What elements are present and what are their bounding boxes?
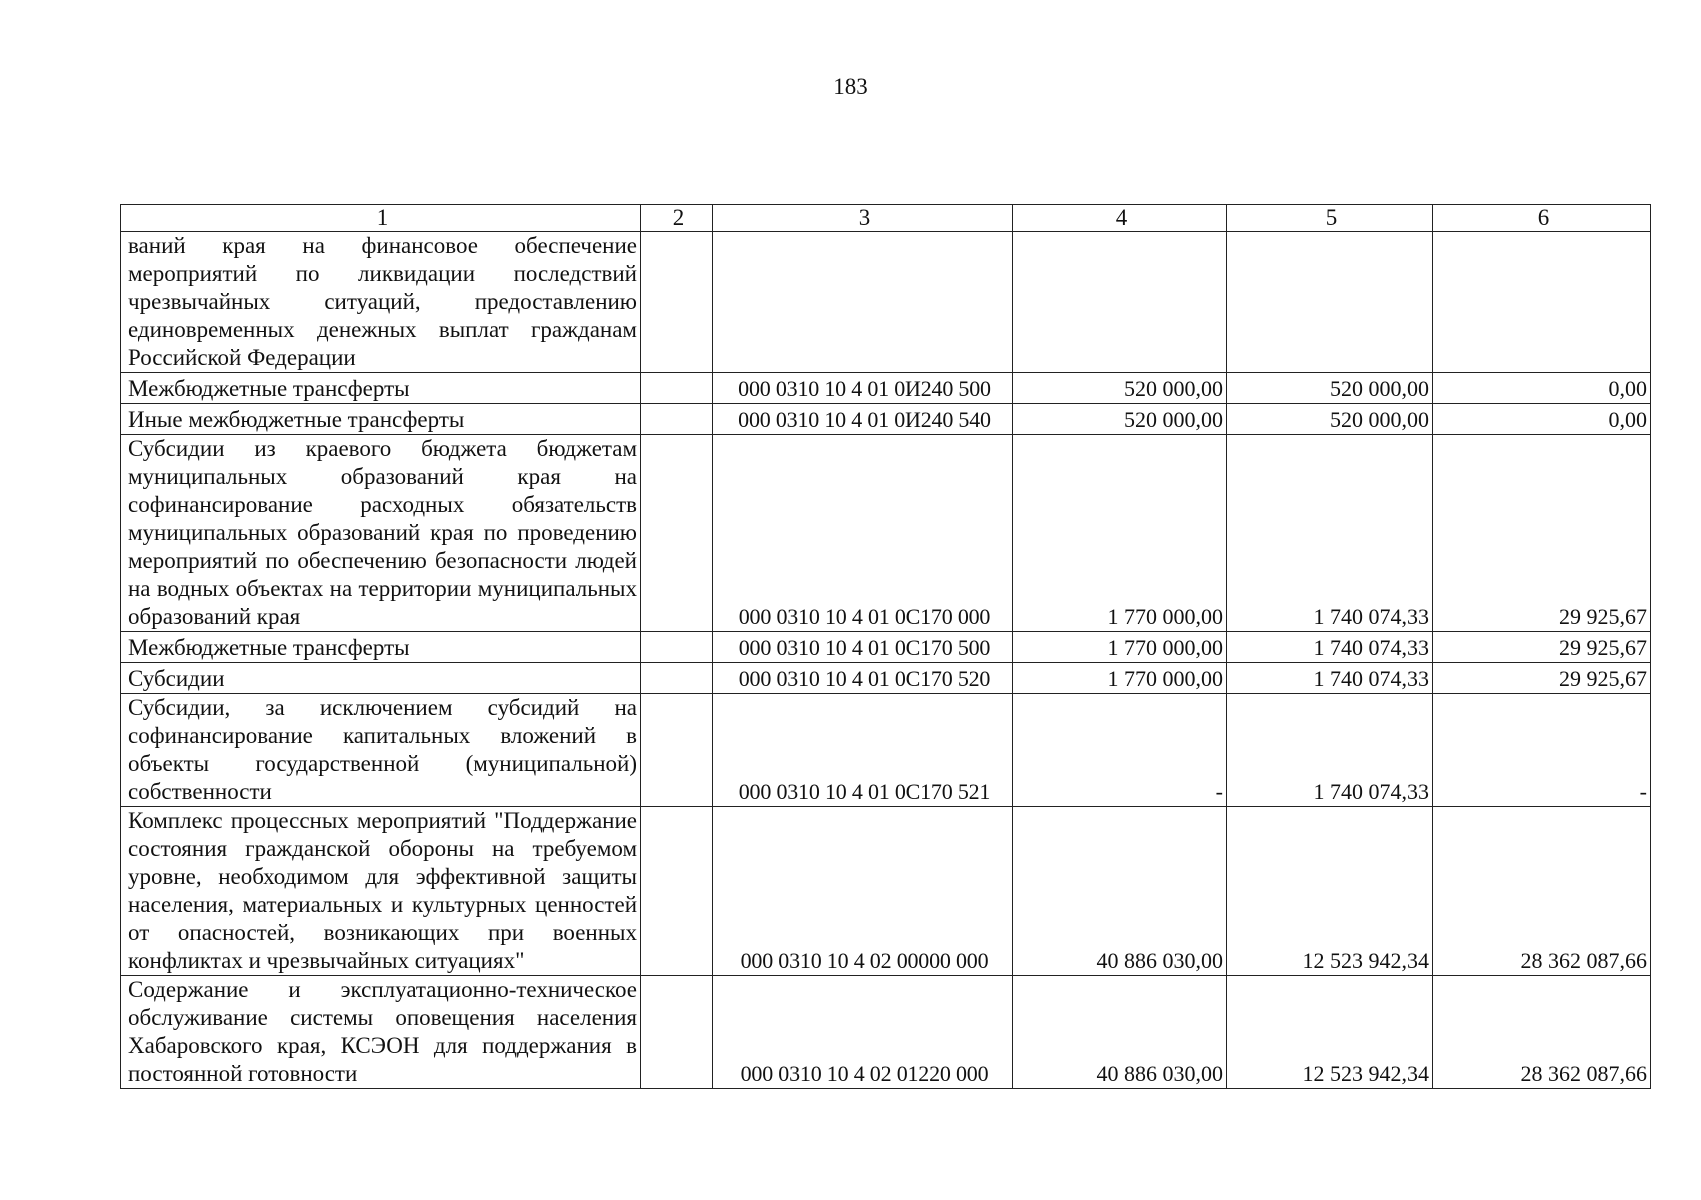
row-code: 000 0310 10 4 01 0С170 500 (713, 632, 1013, 663)
row-value-4: 1 770 000,00 (1013, 663, 1227, 694)
row-name: Межбюджетные трансферты (121, 373, 641, 404)
row-col2 (641, 435, 713, 632)
table-row (121, 435, 1651, 632)
table-row (121, 404, 1651, 435)
row-col2 (641, 694, 713, 807)
row-code: 000 0310 10 4 02 00000 000 (713, 807, 1013, 976)
row-value-6: 29 925,67 (1433, 632, 1651, 663)
table-row (121, 373, 1651, 404)
table-row (121, 663, 1651, 694)
row-value-5: 1 740 074,33 (1227, 632, 1433, 663)
row-col2 (641, 663, 713, 694)
row-name: Комплекс процессных мероприятий "Поддержание состояния гражданской обороны на требуемом уровне, необходимом для эффективной защиты населения, материальных и культурных ценностей от опасностей, возникающих при военных конфликтах и чрезвычайных ситуациях" (121, 807, 641, 976)
row-value-5: 520 000,00 (1227, 373, 1433, 404)
table-row (121, 232, 1651, 373)
row-value-6: 0,00 (1433, 404, 1651, 435)
row-code (713, 232, 1013, 373)
row-name: Межбюджетные трансферты (121, 632, 641, 663)
row-value-4: 520 000,00 (1013, 404, 1227, 435)
row-col2 (641, 373, 713, 404)
row-col2 (641, 632, 713, 663)
row-name: Субсидии, за исключением субсидий на софинансирование капитальных вложений в объекты государственной (муниципальной) собственности (121, 694, 641, 807)
row-name: Содержание и эксплуатационно-техническое обслуживание системы оповещения населения Хабаровского края, КСЭОН для поддержания в постоянной готовности (121, 976, 641, 1089)
table-header-row (121, 205, 1651, 232)
column-header-1: 1 (121, 205, 641, 232)
column-header-5: 5 (1227, 205, 1433, 232)
row-value-5: 520 000,00 (1227, 404, 1433, 435)
row-value-6: 29 925,67 (1433, 663, 1651, 694)
row-value-4 (1013, 232, 1227, 373)
row-value-5: 1 740 074,33 (1227, 663, 1433, 694)
row-value-4: 40 886 030,00 (1013, 807, 1227, 976)
row-name: Субсидии (121, 663, 641, 694)
row-value-5: 1 740 074,33 (1227, 435, 1433, 632)
row-name: ваний края на финансовое обеспечение мероприятий по ликвидации последствий чрезвычайных ситуаций, предоставлению единовременных денежных выплат гражданам Российской Федерации (121, 232, 641, 373)
table-row (121, 807, 1651, 976)
table-row (121, 632, 1651, 663)
table-row (121, 976, 1651, 1089)
row-col2 (641, 807, 713, 976)
row-value-4: 40 886 030,00 (1013, 976, 1227, 1089)
column-header-4: 4 (1013, 205, 1227, 232)
column-header-6: 6 (1433, 205, 1651, 232)
row-code: 000 0310 10 4 01 0С170 521 (713, 694, 1013, 807)
row-value-6: 28 362 087,66 (1433, 807, 1651, 976)
row-value-5: 12 523 942,34 (1227, 976, 1433, 1089)
row-code: 000 0310 10 4 01 0С170 000 (713, 435, 1013, 632)
row-code: 000 0310 10 4 02 01220 000 (713, 976, 1013, 1089)
row-code: 000 0310 10 4 01 0И240 500 (713, 373, 1013, 404)
column-header-2: 2 (641, 205, 713, 232)
row-value-6 (1433, 232, 1651, 373)
row-value-4: 1 770 000,00 (1013, 632, 1227, 663)
column-header-3: 3 (713, 205, 1013, 232)
row-code: 000 0310 10 4 01 0С170 520 (713, 663, 1013, 694)
row-name: Субсидии из краевого бюджета бюджетам муниципальных образований края на софинансирование расходных обязательств муниципальных образований края по проведению мероприятий по обеспечению безопасности людей на водных объектах на территории муниципальных образований края (121, 435, 641, 632)
row-value-5 (1227, 232, 1433, 373)
row-value-6: - (1433, 694, 1651, 807)
table-row (121, 694, 1651, 807)
row-code: 000 0310 10 4 01 0И240 540 (713, 404, 1013, 435)
row-value-5: 1 740 074,33 (1227, 694, 1433, 807)
row-value-4: - (1013, 694, 1227, 807)
row-value-5: 12 523 942,34 (1227, 807, 1433, 976)
row-name: Иные межбюджетные трансферты (121, 404, 641, 435)
row-col2 (641, 232, 713, 373)
row-value-6: 28 362 087,66 (1433, 976, 1651, 1089)
row-value-6: 29 925,67 (1433, 435, 1651, 632)
row-value-4: 1 770 000,00 (1013, 435, 1227, 632)
row-value-6: 0,00 (1433, 373, 1651, 404)
page-number: 183 (833, 74, 868, 99)
row-value-4: 520 000,00 (1013, 373, 1227, 404)
budget-table (120, 204, 1651, 1089)
row-col2 (641, 976, 713, 1089)
row-col2 (641, 404, 713, 435)
